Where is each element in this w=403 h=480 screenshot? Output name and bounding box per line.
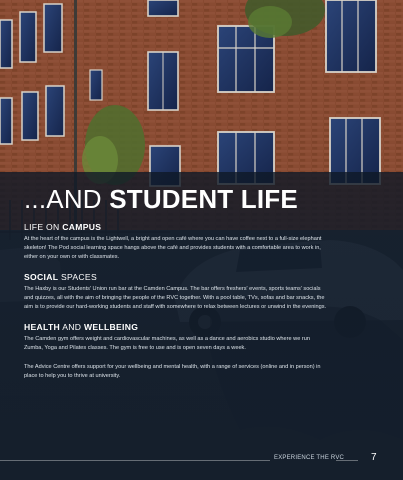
section-title-bold: HEALTH: [24, 321, 61, 332]
section-title-bold-2: WELLBEING: [83, 321, 139, 332]
section-title: [24, 222, 329, 232]
section-life-on-campus: [24, 222, 329, 262]
section-paragraph: The Camden gym offers weight and cardiovascular machines, as well as a dance and aerobics studio where we run Zumba, Yoga and Pilates classes. The gym is free to use and is open seven days a week.: [24, 335, 310, 351]
section-social-spaces: [24, 272, 329, 312]
section-title-light: SPACES: [58, 271, 97, 282]
headline-emphasis: STUDENT LIFE: [109, 184, 298, 214]
headline-prefix: ...AND: [24, 184, 110, 214]
section-health-wellbeing: [24, 322, 329, 381]
section-title-light: AND: [60, 321, 84, 332]
page-headline: [24, 184, 298, 215]
footer-rule-right: [336, 460, 358, 461]
section-title: [24, 272, 329, 282]
article-body: [24, 222, 329, 391]
section-title-bold: SOCIAL: [24, 271, 59, 282]
section-paragraph: The Haxby is our Students' Union run bar at the Camden Campus. The bar offers freshers' events, sports teams' socials and quizzes, all with the aim of bringing the people of the RVC together. With a pool table, TVs, sofas and bar snacks, the aim is to provide our hard-working students and staff with somewhere to relax between lectures or unwind in the evenings.: [24, 285, 327, 310]
section-title: [24, 322, 329, 332]
section-paragraph: At the heart of the campus is the Lightwell, a bright and open café where you can have coffee next to a full-size elephant skeleton! The Pod social learning space hangs above the café and provides students with a comfortable area to work in, either on your own or with classmates.: [24, 236, 322, 260]
section-title-light: LIFE ON: [24, 222, 63, 232]
section-paragraph: The Advice Centre offers support for your wellbeing and mental health, with a range of services (online and in person) in place to help you to thrive at university.: [24, 363, 321, 379]
section-title-bold: CAMPUS: [62, 222, 102, 232]
page-footer: [0, 454, 403, 466]
page-number: 7: [371, 452, 377, 463]
footer-rule-left: [0, 460, 270, 461]
footer-label: EXPERIENCE THE RVC: [274, 455, 345, 461]
